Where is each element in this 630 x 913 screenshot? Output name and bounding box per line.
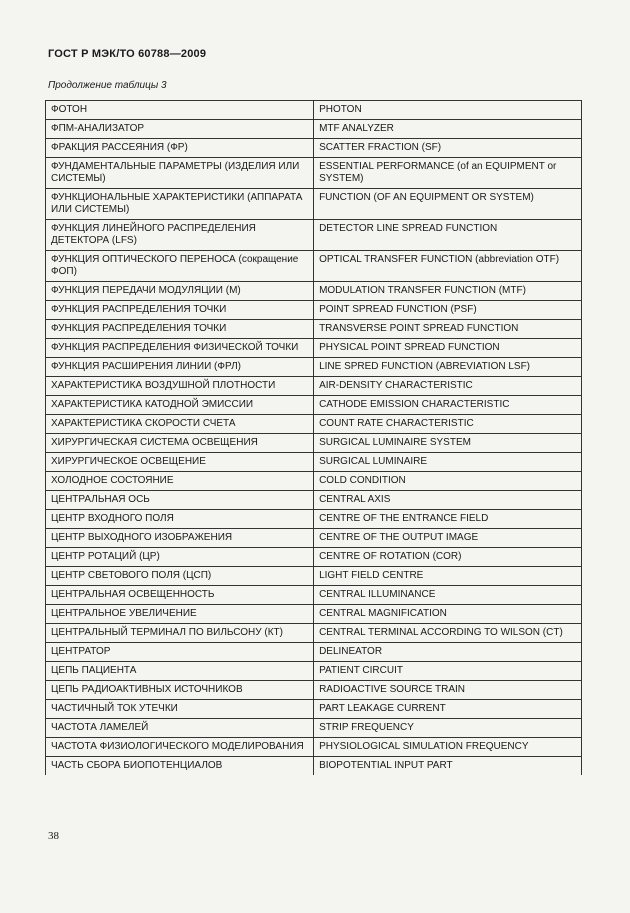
term-russian: ЦЕПЬ РАДИОАКТИВНЫХ ИСТОЧНИКОВ (46, 681, 314, 700)
term-english: AIR-DENSITY CHARACTERISTIC (314, 377, 582, 396)
term-russian: ЧАСТИЧНЫЙ ТОК УТЕЧКИ (46, 700, 314, 719)
term-russian: ЦЕНТРАЛЬНАЯ ОСЬ (46, 491, 314, 510)
table-row (46, 251, 582, 282)
term-english: MODULATION TRANSFER FUNCTION (MTF) (314, 282, 582, 301)
table-row (46, 491, 582, 510)
term-russian: ЦЕНТР ВХОДНОГО ПОЛЯ (46, 510, 314, 529)
term-russian: ЧАСТЬ СБОРА БИОПОТЕНЦИАЛОВ (46, 757, 314, 776)
table-row (46, 101, 582, 120)
term-english: BIOPOTENTIAL INPUT PART (314, 757, 582, 776)
terms-table-body (46, 101, 582, 776)
table-row (46, 139, 582, 158)
term-english: COUNT RATE CHARACTERISTIC (314, 415, 582, 434)
term-english: POINT SPREAD FUNCTION (PSF) (314, 301, 582, 320)
term-english: CENTRAL MAGNIFICATION (314, 605, 582, 624)
table-row (46, 434, 582, 453)
term-english: CATHODE EMISSION CHARACTERISTIC (314, 396, 582, 415)
term-english: CENTRAL TERMINAL ACCORDING TO WILSON (CT) (314, 624, 582, 643)
term-english: PHYSICAL POINT SPREAD FUNCTION (314, 339, 582, 358)
table-row (46, 700, 582, 719)
page-number: 38 (48, 830, 59, 842)
term-english: OPTICAL TRANSFER FUNCTION (abbreviation OTF) (314, 251, 582, 282)
terms-table (45, 100, 582, 775)
term-russian: ЦЕНТР ВЫХОДНОГО ИЗОБРАЖЕНИЯ (46, 529, 314, 548)
table-row (46, 158, 582, 189)
term-english: CENTRAL AXIS (314, 491, 582, 510)
term-russian: ФПМ-АНАЛИЗАТОР (46, 120, 314, 139)
table-row (46, 320, 582, 339)
table-row (46, 282, 582, 301)
table-row (46, 567, 582, 586)
term-russian: ФУНКЦИЯ РАСПРЕДЕЛЕНИЯ ФИЗИЧЕСКОЙ ТОЧКИ (46, 339, 314, 358)
table-row (46, 681, 582, 700)
table-row (46, 358, 582, 377)
table-row (46, 719, 582, 738)
term-russian: ХИРУРГИЧЕСКОЕ ОСВЕЩЕНИЕ (46, 453, 314, 472)
term-english: DELINEATOR (314, 643, 582, 662)
document-header: ГОСТ Р МЭК/ТО 60788—2009 (48, 48, 207, 60)
table-row (46, 189, 582, 220)
table-row (46, 472, 582, 491)
table-row (46, 548, 582, 567)
term-russian: ХАРАКТЕРИСТИКА КАТОДНОЙ ЭМИССИИ (46, 396, 314, 415)
term-english: ESSENTIAL PERFORMANCE (of an EQUIPMENT or SYSTEM) (314, 158, 582, 189)
term-russian: ХИРУРГИЧЕСКАЯ СИСТЕМА ОСВЕЩЕНИЯ (46, 434, 314, 453)
term-english: STRIP FREQUENCY (314, 719, 582, 738)
term-russian: ЦЕНТРАЛЬНЫЙ ТЕРМИНАЛ ПО ВИЛЬСОНУ (КТ) (46, 624, 314, 643)
term-english: TRANSVERSE POINT SPREAD FUNCTION (314, 320, 582, 339)
table-row (46, 301, 582, 320)
term-russian: ФУНКЦИЯ ОПТИЧЕСКОГО ПЕРЕНОСА (сокращение ФОП) (46, 251, 314, 282)
table-row (46, 586, 582, 605)
table-caption: Продолжение таблицы 3 (48, 80, 167, 91)
table-row (46, 738, 582, 757)
term-english: CENTRE OF THE ENTRANCE FIELD (314, 510, 582, 529)
term-english: COLD CONDITION (314, 472, 582, 491)
term-russian: ЦЕНТР СВЕТОВОГО ПОЛЯ (ЦСП) (46, 567, 314, 586)
term-russian: ХАРАКТЕРИСТИКА ВОЗДУШНОЙ ПЛОТНОСТИ (46, 377, 314, 396)
term-english: LINE SPRED FUNCTION (ABREVIATION LSF) (314, 358, 582, 377)
table-row (46, 220, 582, 251)
term-english: LIGHT FIELD CENTRE (314, 567, 582, 586)
term-english: FUNCTION (OF AN EQUIPMENT OR SYSTEM) (314, 189, 582, 220)
term-russian: ФУНКЦИЯ РАСШИРЕНИЯ ЛИНИИ (ФРЛ) (46, 358, 314, 377)
table-row (46, 453, 582, 472)
term-russian: ЦЕНТРАТОР (46, 643, 314, 662)
term-english: PHYSIOLOGICAL SIMULATION FREQUENCY (314, 738, 582, 757)
term-russian: ЦЕНТР РОТАЦИЙ (ЦР) (46, 548, 314, 567)
table-row (46, 120, 582, 139)
term-russian: ФУНКЦИЯ РАСПРЕДЕЛЕНИЯ ТОЧКИ (46, 320, 314, 339)
term-russian: ФУНКЦИЯ РАСПРЕДЕЛЕНИЯ ТОЧКИ (46, 301, 314, 320)
term-english: PATIENT CIRCUIT (314, 662, 582, 681)
term-english: SURGICAL LUMINAIRE SYSTEM (314, 434, 582, 453)
term-english: MTF ANALYZER (314, 120, 582, 139)
table-row (46, 643, 582, 662)
term-russian: ЦЕПЬ ПАЦИЕНТА (46, 662, 314, 681)
term-russian: ЦЕНТРАЛЬНАЯ ОСВЕЩЕННОСТЬ (46, 586, 314, 605)
term-english: CENTRE OF ROTATION (COR) (314, 548, 582, 567)
table-row (46, 605, 582, 624)
term-english: PART LEAKAGE CURRENT (314, 700, 582, 719)
table-row (46, 396, 582, 415)
term-russian: ФОТОН (46, 101, 314, 120)
table-row (46, 529, 582, 548)
table-row (46, 662, 582, 681)
term-russian: ФУНКЦИЯ ЛИНЕЙНОГО РАСПРЕДЕЛЕНИЯ ДЕТЕКТОРА (LFS) (46, 220, 314, 251)
term-russian: ХАРАКТЕРИСТИКА СКОРОСТИ СЧЕТА (46, 415, 314, 434)
table-row (46, 377, 582, 396)
term-russian: ФРАКЦИЯ РАССЕЯНИЯ (ФР) (46, 139, 314, 158)
term-russian: ЧАСТОТА ЛАМЕЛЕЙ (46, 719, 314, 738)
term-english: DETECTOR LINE SPREAD FUNCTION (314, 220, 582, 251)
term-russian: ФУНКЦИОНАЛЬНЫЕ ХАРАКТЕРИСТИКИ (АППАРАТА ИЛИ СИСТЕМЫ) (46, 189, 314, 220)
term-russian: ФУНКЦИЯ ПЕРЕДАЧИ МОДУЛЯЦИИ (М) (46, 282, 314, 301)
table-row (46, 510, 582, 529)
term-english: RADIOACTIVE SOURCE TRAIN (314, 681, 582, 700)
term-english: PHOTON (314, 101, 582, 120)
table-row (46, 757, 582, 776)
table-row (46, 415, 582, 434)
term-english: CENTRE OF THE OUTPUT IMAGE (314, 529, 582, 548)
term-english: SCATTER FRACTION (SF) (314, 139, 582, 158)
term-english: SURGICAL LUMINAIRE (314, 453, 582, 472)
term-russian: ФУНДАМЕНТАЛЬНЫЕ ПАРАМЕТРЫ (ИЗДЕЛИЯ ИЛИ СИСТЕМЫ) (46, 158, 314, 189)
table-row (46, 339, 582, 358)
term-russian: ЧАСТОТА ФИЗИОЛОГИЧЕСКОГО МОДЕЛИРОВАНИЯ (46, 738, 314, 757)
term-russian: ХОЛОДНОЕ СОСТОЯНИЕ (46, 472, 314, 491)
term-russian: ЦЕНТРАЛЬНОЕ УВЕЛИЧЕНИЕ (46, 605, 314, 624)
table-row (46, 624, 582, 643)
term-english: CENTRAL ILLUMINANCE (314, 586, 582, 605)
